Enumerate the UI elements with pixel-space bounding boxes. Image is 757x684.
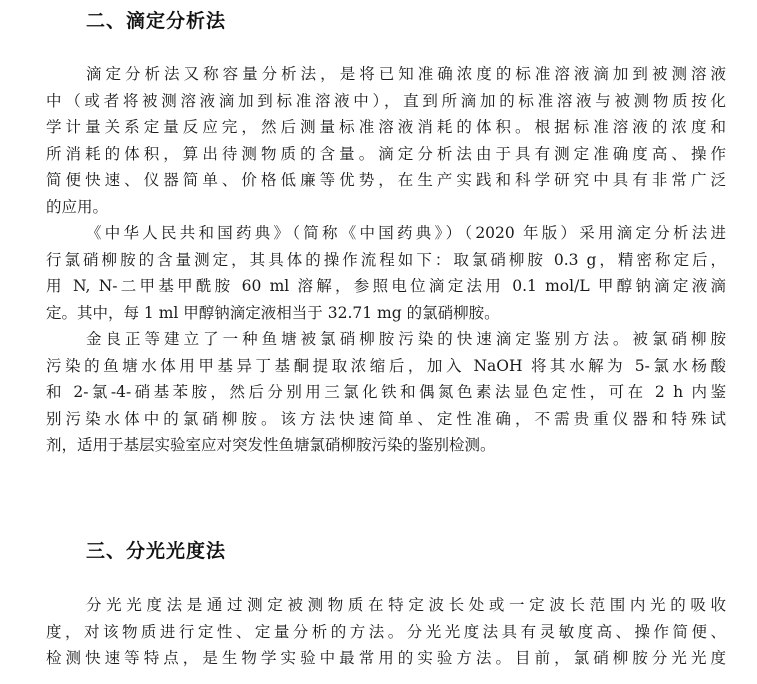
paragraph-line: 剂，适用于基层实验室应对突发性鱼塘氯硝柳胺污染的鉴别检测。	[46, 436, 496, 454]
paragraph-spectrophotometry-definition	[46, 592, 726, 672]
paragraph-line: 检测快速等特点，是生物学实验中最常用的实验方法。目前，氯硝柳胺分光光度	[46, 649, 726, 667]
paragraph-line: 的应用。	[46, 197, 109, 216]
paragraph-pharmacopoeia-method	[46, 220, 726, 326]
paragraph-line: 用 N, N-二甲基甲酰胺 60 ml 溶解，参照电位滴定法用 0.1 mol/L 甲醇钠滴定液滴	[46, 277, 726, 295]
paragraph-line: 《中华人民共和国药典》（简称《中国药典》）（2020 年版）采用滴定分析法进	[86, 224, 726, 242]
paragraph-titration-definition	[46, 61, 726, 220]
paragraph-line: 别污染水体中的氯硝柳胺。该方法快速简单、定性准确，不需贵重仪器和特殊试	[46, 409, 726, 428]
paragraph-line: 滴定分析法又称容量分析法，是将已知准确浓度的标准溶液滴加到被测溶液	[86, 65, 726, 83]
paragraph-line: 所消耗的体积，算出待测物质的含量。滴定分析法由于具有测定准确度高、操作	[46, 144, 726, 163]
paragraph-line: 和 2-氯-4-硝基苯胺，然后分别用三氯化铁和偶氮色素法显色定性，可在 2 h 内鉴	[46, 383, 726, 401]
paragraph-line: 学计量关系定量反应完，然后测量标准溶液消耗的体积。根据标准溶液的浓度和	[46, 118, 726, 136]
paragraph-fishpond-identification	[46, 326, 726, 459]
paragraph-line: 中（或者将被测溶液滴加到标准溶液中），直到所滴加的标准溶液与被测物质按化	[46, 91, 726, 110]
paragraph-line: 污染的鱼塘水体用甲基异丁基酮提取浓缩后，加入 NaOH 将其水解为 5-氯水杨酸	[46, 356, 726, 375]
paragraph-line: 行氯硝柳胺的含量测定，其具体的操作流程如下：取氯硝柳胺 0.3 g，精密称定后，	[46, 250, 726, 269]
section-heading-titration: 二、滴定分析法	[86, 10, 227, 32]
paragraph-line: 金良正等建立了一种鱼塘被氯硝柳胺污染的快速滴定鉴别方法。被氯硝柳胺	[86, 330, 726, 348]
paragraph-line: 分光光度法是通过测定被测物质在特定波长处或一定波长范围内光的吸收	[86, 596, 726, 614]
paragraph-line: 度，对该物质进行定性、定量分析的方法。分光光度法具有灵敏度高、操作简便、	[46, 622, 726, 641]
paragraph-line: 简便快速、仪器简单、价格低廉等优势，在生产实践和科学研究中具有非常广泛	[46, 171, 726, 189]
section-heading-spectrophotometry: 三、分光光度法	[86, 540, 227, 562]
paragraph-line: 定。其中，每 1 ml 甲醇钠滴定液相当于 32.71 mg 的氯硝柳胺。	[46, 303, 500, 322]
